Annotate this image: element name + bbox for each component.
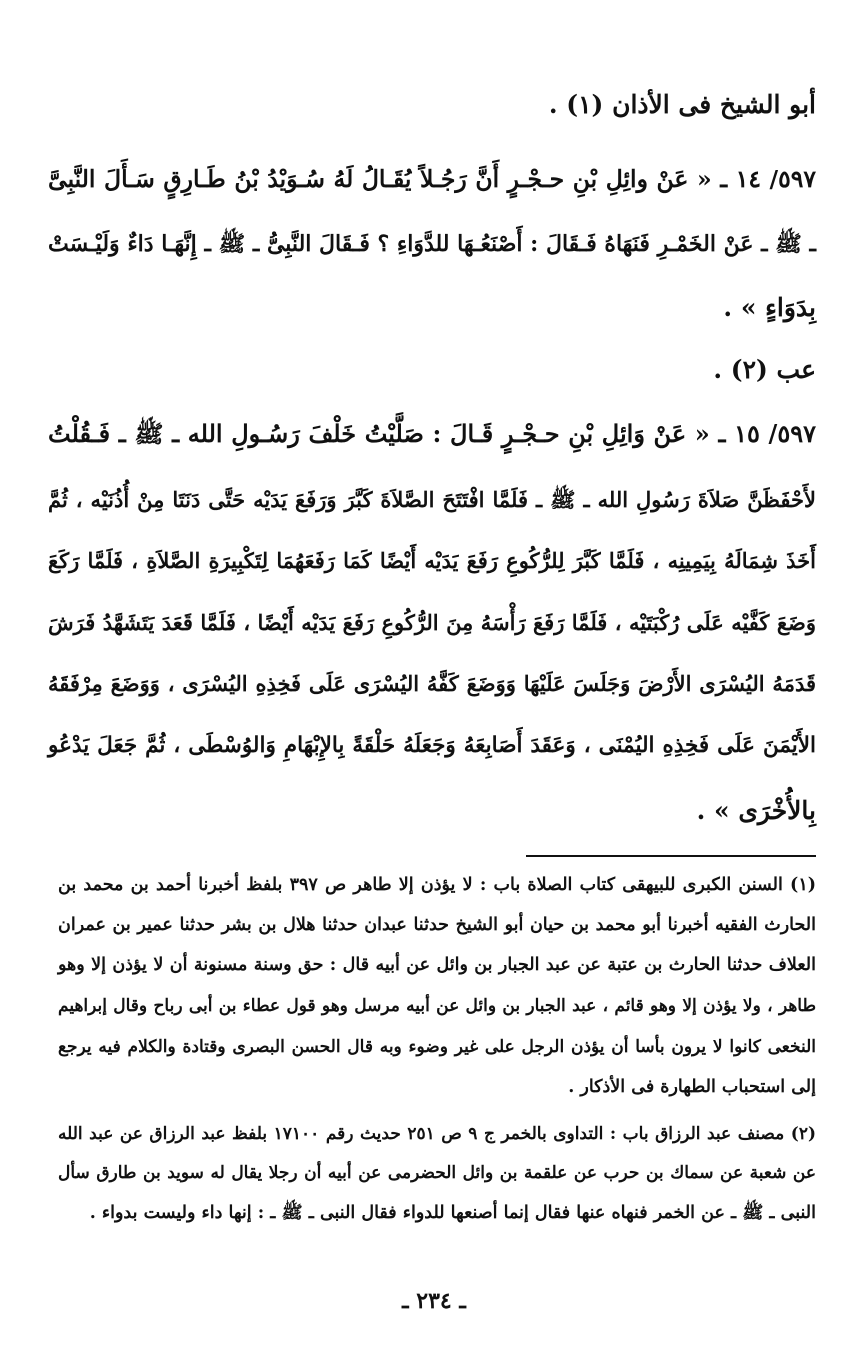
hadith-597-15-line: لأَحْفَظَنَّ صَلاَةَ رَسُولِ الله ـ ﷺ ـ فَلَمَّا افْتَتَحَ الصَّلاَةَ كَبَّرَ وَرَفَعَ يَدَيْه حَتَّى دَنَتَا مِنْ أُذُنَيْه ، ثُمَّ bbox=[48, 487, 816, 512]
page-number: ـ ٢٣٤ ـ bbox=[402, 1288, 466, 1314]
hadith-597-15-line: أَخَذَ شِمَالَهُ بِيَمِينِه ، فَلَمَّا كَبَّرَ لِلرُّكُوعِ رَفَعَ يَدَيْه أَيْضًا كَمَا رَفَعَهُمَا لِتَكْبِيرَةِ الصَّلاَةِ ، فَلَمَّا رَكَعَ bbox=[48, 548, 816, 573]
hadith-597-15-line: قَدَمَهُ اليُسْرَى الأَرْضَ وَجَلَسَ عَلَيْهَا وَوَضَعَ كَفَّهُ اليُسْرَى عَلَى فَخِذِهِ اليُسْرَى ، وَوَضَعَ مِرْفَقَهُ bbox=[48, 671, 816, 696]
footnote-line: إلى استحباب الطهارة فى الأذكار . bbox=[568, 1077, 816, 1097]
hadith-597-14-line: ـ ﷺ ـ عَنْ الخَمْـرِ فَنَهَاهُ فَـقَالَ : أَصْنَعُـهَا للدَّوَاءِ ؟ فَـقَالَ النَّبِىُّ ـ ﷺ ـ إِنَّهَـا دَاءٌ وَلَيْـسَتْ bbox=[48, 231, 816, 257]
hadith-597-15-line: الأَيْمَنَ عَلَى فَخِذِهِ اليُمْنَى ، وَعَقَدَ أَصَابِعَهُ وَجَعَلَهُ حَلْقَةً بِالإِبْهَامِ وَالوُسْطَى ، ثُمَّ جَعَلَ يَدْعُو bbox=[48, 733, 816, 758]
footnote-line: طاهر ، ولا يؤذن إلا وهو قائم ، عبد الجبار بن وائل عن أبيه مرسل وهو قول عطاء بن أبى رباح وقال إبراهيم bbox=[58, 996, 816, 1016]
hadith-597-15-line: وَضَعَ كَفَّيْه عَلَى رُكْبَتَيْه ، فَلَمَّا رَفَعَ رَأْسَهُ مِنَ الرُّكُوعِ رَفَعَ يَدَيْه أَيْضًا ، فَلَمَّا قَعَدَ يَتَشَهَّدُ فَرَشَ bbox=[48, 610, 816, 635]
source-reference: عب (٢) . bbox=[713, 355, 816, 384]
hadith-597-15-line: ٥٩٧/ ١٥ ـ « عَنْ وَائِلِ بْنِ حـجْـرٍ قَـالَ : صَلَّيْتُ خَلْفَ رَسُـولِ الله ـ ﷺ ـ فَـقُلْتُ bbox=[48, 419, 816, 448]
footnote-line: عن شعبة عن سماك بن حرب عن علقمة بن وائل الحضرمى عن أبيه أن رجلا يقال له سويد بن طارق سأل bbox=[58, 1163, 816, 1183]
main-text-line: أبو الشيخ فى الأذان (١) . bbox=[548, 90, 816, 119]
hadith-597-15-line: بِالأُخْرَى » . bbox=[696, 796, 816, 825]
footnote-divider bbox=[526, 855, 816, 857]
footnote-line: (١) السنن الكبرى للبيهقى كتاب الصلاة باب : لا يؤذن إلا طاهر ص ٣٩٧ بلفظ أخبرنا أحمد بن محمد بن bbox=[58, 875, 816, 895]
hadith-597-14-line: ٥٩٧/ ١٤ ـ « عَنْ وائِلِ بْنِ حـجْـرٍ أَنَّ رَجُـلاً يُقَـالُ لَهُ سُـوَيْدُ بْنُ طَـارِقٍ سَـأَلَ النَّبِىَّ bbox=[48, 165, 817, 193]
hadith-597-14-line: بِدَوَاءٍ » . bbox=[723, 293, 816, 322]
footnote-line: النبى ـ ﷺ ـ عن الخمر فنهاه عنها فقال إنما أصنعها للدواء فقال النبى ـ ﷺ ـ : إنها داء وليست بدواء . bbox=[89, 1203, 816, 1223]
footnote-line: الحارث الفقيه أخبرنا أبو محمد بن حيان أبو الشيخ حدثنا عبدان حدثنا هلال بن بشر حدثنا عمير بن عمران bbox=[58, 915, 816, 935]
footnote-line: (٢) مصنف عبد الرزاق باب : التداوى بالخمر ج ٩ ص ٢٥١ حديث رقم ١٧١٠٠ بلفظ عبد الرزاق عن عبد الله bbox=[58, 1124, 817, 1144]
footnote-line: النخعى كانوا لا يرون بأسا أن يؤذن الرجل على غير وضوء وبه قال الحسن البصرى وقتادة والكلام فيه يرجع bbox=[58, 1037, 816, 1057]
footnote-line: العلاف حدثنا الحارث بن عتبة عن عبد الجبار بن وائل عن أبيه قال : حق وسنة مسنونة أن لا يؤذن إلا وهو bbox=[58, 955, 816, 975]
